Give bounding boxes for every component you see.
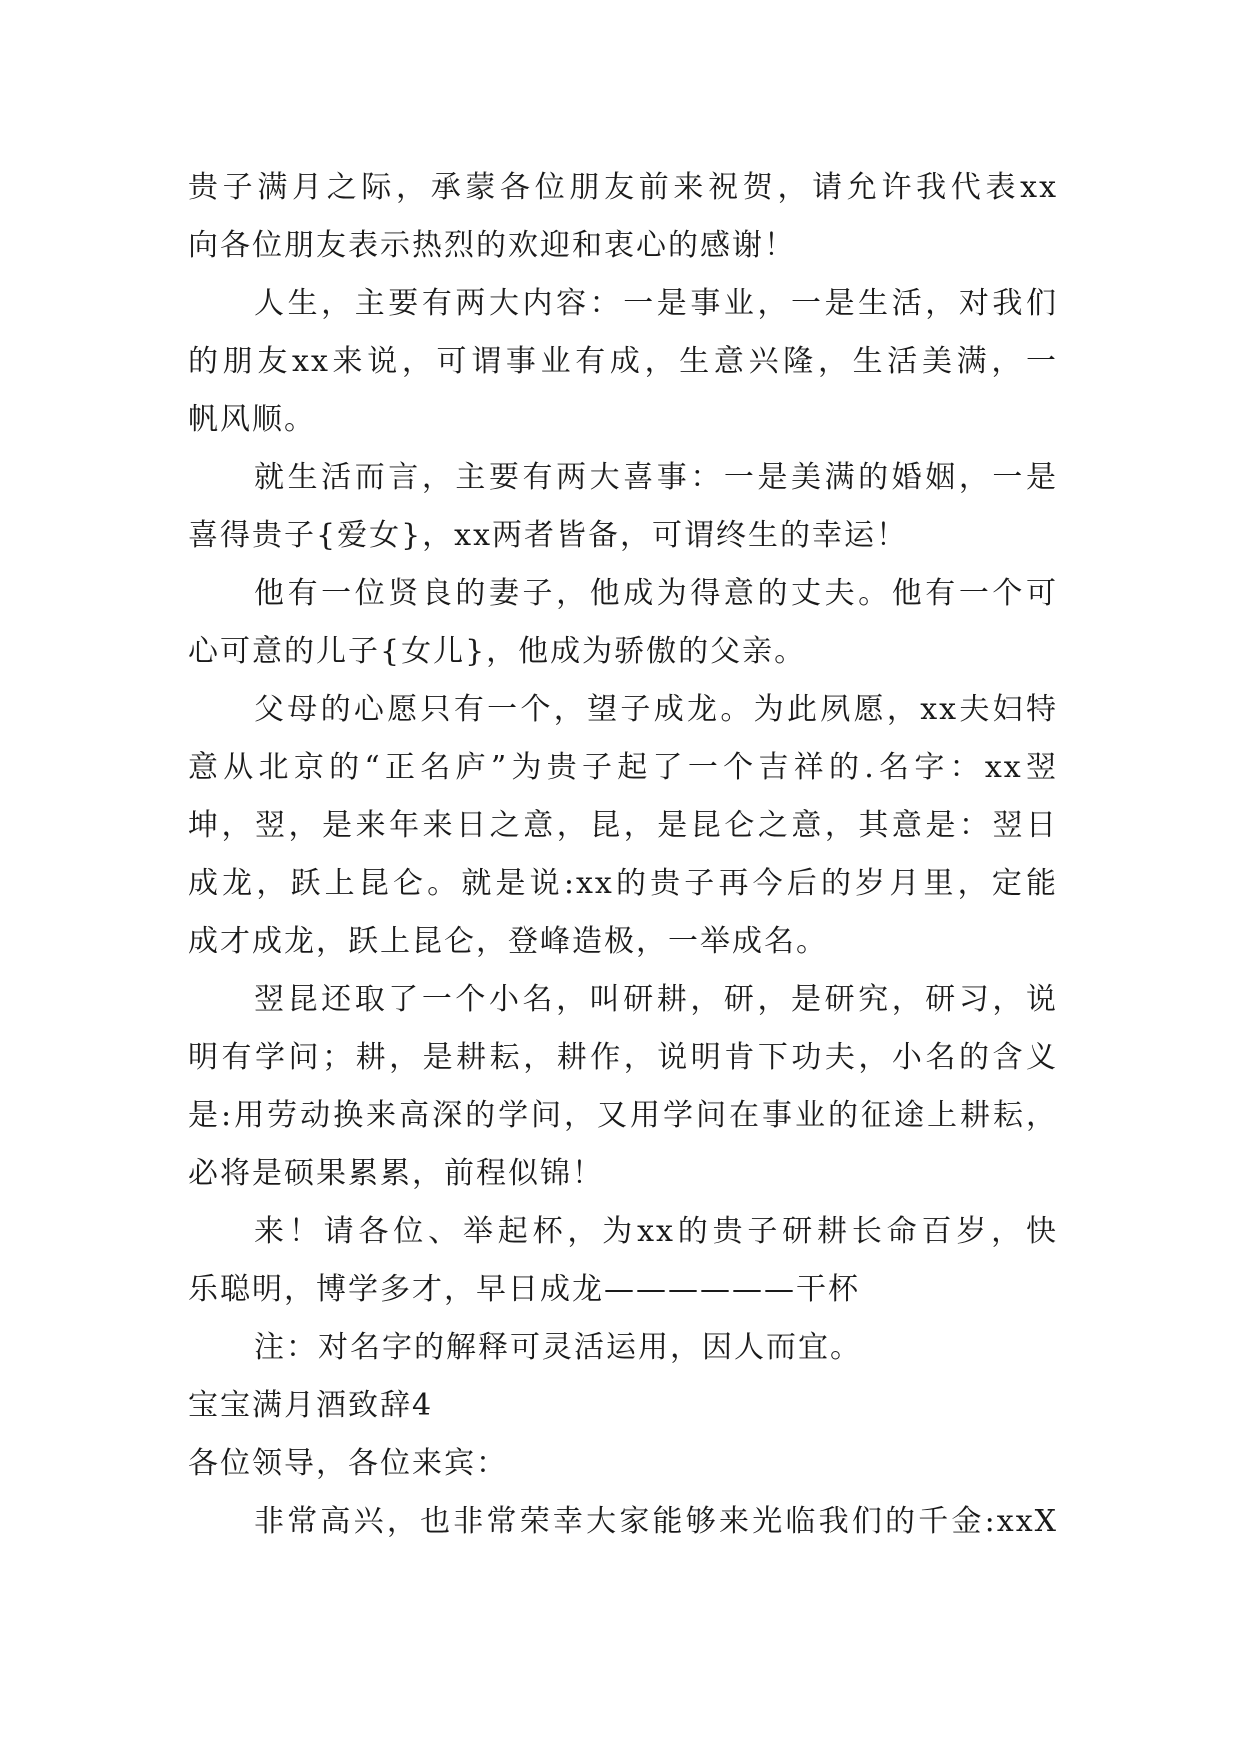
text-line: 人生，主要有两大内容：一是事业，一是生活，对我们 bbox=[254, 286, 1058, 321]
text-line: 喜得贵子{爱女}，xx两者皆备，可谓终生的幸运！ bbox=[188, 518, 909, 553]
text-line: 成才成龙，跃上昆仑，登峰造极，一举成名。 bbox=[188, 924, 828, 959]
text-line: 明有学问；耕，是耕耘，耕作，说明肯下功夫，小名的含义 bbox=[188, 1040, 1058, 1075]
text-line: 翌昆还取了一个小名，叫研耕，研，是研究，研习，说 bbox=[254, 982, 1058, 1017]
text-line: 帆风顺。 bbox=[188, 402, 316, 437]
text-line: 他有一位贤良的妻子，他成为得意的丈夫。他有一个可 bbox=[254, 576, 1058, 611]
text-line: 必将是硕果累累，前程似锦！ bbox=[188, 1156, 604, 1191]
text-line: 就生活而言，主要有两大喜事：一是美满的婚姻，一是 bbox=[254, 460, 1058, 495]
text-line: 向各位朋友表示热烈的欢迎和衷心的感谢！ bbox=[188, 228, 796, 263]
section-heading: 宝宝满月酒致辞4 bbox=[188, 1388, 434, 1423]
text-line: 成龙，跃上昆仑。就是说:xx的贵子再今后的岁月里，定能 bbox=[188, 866, 1058, 901]
text-line: 父母的心愿只有一个，望子成龙。为此夙愿，xx夫妇特 bbox=[254, 692, 1058, 727]
text-line: 意从北京的“正名庐”为贵子起了一个吉祥的.名字：xx翌 bbox=[188, 750, 1058, 785]
text-line: 非常高兴，也非常荣幸大家能够来光临我们的千金:xxX bbox=[254, 1504, 1058, 1539]
salutation: 各位领导，各位来宾： bbox=[188, 1446, 508, 1481]
text-line: 坤，翌，是来年来日之意，昆，是昆仑之意，其意是：翌日 bbox=[188, 808, 1058, 843]
text-line: 心可意的儿子{女儿}，他成为骄傲的父亲。 bbox=[188, 634, 807, 669]
text-line: 的朋友xx来说，可谓事业有成，生意兴隆，生活美满，一 bbox=[188, 344, 1058, 379]
text-line: 贵子满月之际，承蒙各位朋友前来祝贺，请允许我代表xx bbox=[188, 170, 1058, 205]
text-line: 是:用劳动换来高深的学问，又用学问在事业的征途上耕耘， bbox=[188, 1098, 1058, 1133]
text-line: 乐聪明，博学多才，早日成龙——————干杯 bbox=[188, 1272, 860, 1307]
text-line: 注：对名字的解释可灵活运用，因人而宜。 bbox=[254, 1330, 862, 1365]
text-line: 来！请各位、举起杯，为xx的贵子研耕长命百岁，快 bbox=[254, 1214, 1058, 1249]
